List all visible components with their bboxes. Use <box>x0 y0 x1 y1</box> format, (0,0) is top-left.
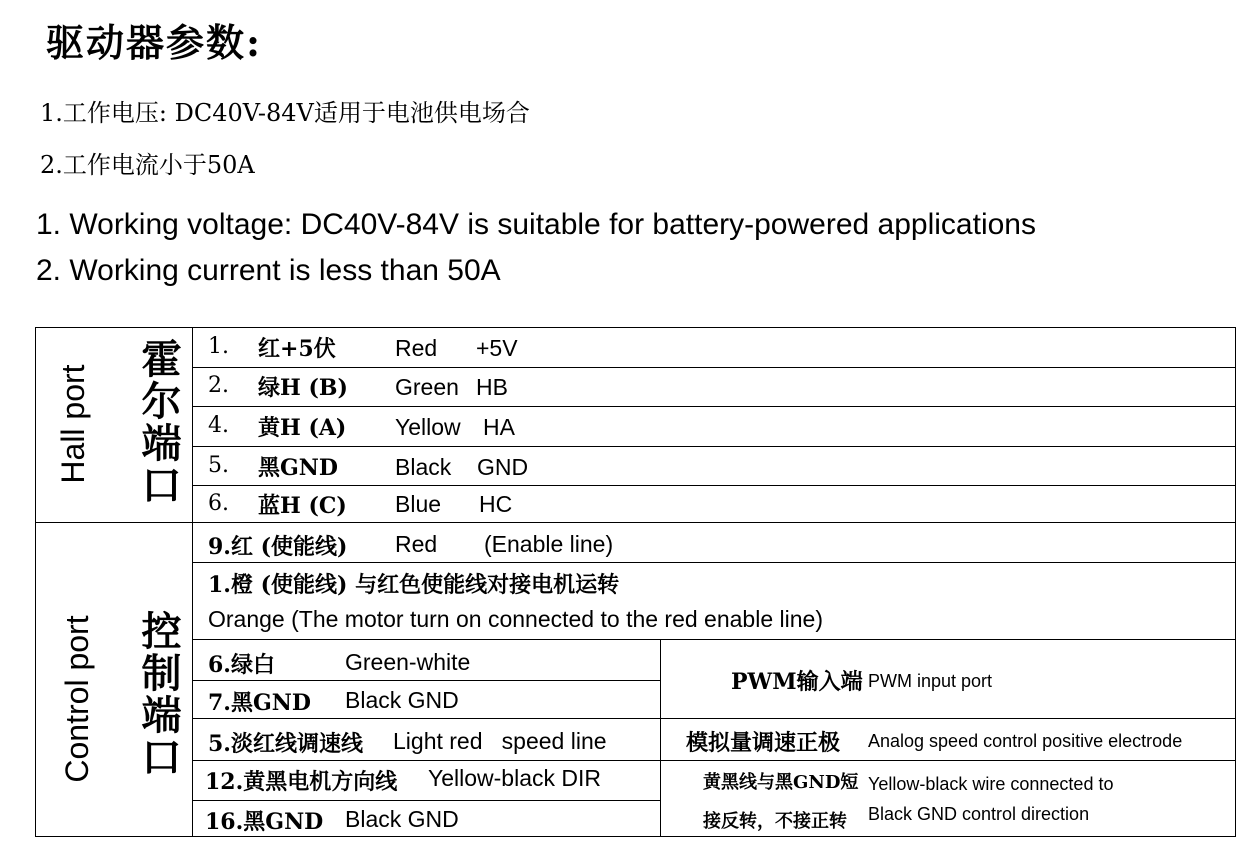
column-divider <box>660 639 661 837</box>
control-row-en: Light red speed line <box>393 728 607 754</box>
hall-row-signal: +5V <box>476 335 518 361</box>
hall-row-cn: 绿H (B) <box>258 375 348 401</box>
control-row-en: Black GND <box>345 806 459 832</box>
control-port-label-cn: 控制端口 <box>135 610 182 778</box>
table-border-top <box>35 327 1236 328</box>
hall-row-num: 5. <box>208 453 229 478</box>
hall-row-cn: 蓝H (C) <box>258 493 347 519</box>
hall-row-signal: HB <box>476 374 508 400</box>
row-divider <box>192 718 1236 719</box>
direction-cn-line2: 接反转，不接正转 <box>703 811 847 832</box>
hall-row-num: 2. <box>208 373 229 398</box>
hall-row-color: Yellow <box>395 414 461 440</box>
hall-row-num: 1. <box>208 334 229 359</box>
control-row-cn: 7.黑GND <box>208 690 311 716</box>
hall-row-num: 4. <box>208 413 229 438</box>
analog-speed-cn: 模拟量调速正极 <box>686 730 841 756</box>
row-divider <box>192 446 1236 447</box>
pwm-input-cn: PWM输入端 <box>731 669 863 695</box>
row-divider <box>192 406 1236 407</box>
en-spec-current: 2. Working current is less than 50A <box>36 254 501 287</box>
row-divider <box>192 680 660 681</box>
row-divider <box>192 800 660 801</box>
direction-en-line2: Black GND control direction <box>868 804 1090 824</box>
enable-line-desc: (Enable line) <box>484 531 614 557</box>
control-row-cn: 5.淡红线调速线 <box>208 731 363 757</box>
pwm-input-en: PWM input port <box>868 671 993 691</box>
cn-spec-current: 2.工作电流小于50A <box>40 151 255 179</box>
page-title: 驱动器参数: <box>46 20 263 65</box>
hall-row-color: Red <box>395 335 438 361</box>
cn-spec-voltage: 1.工作电压: DC40V-84V适用于电池供电场合 <box>40 99 530 127</box>
row-divider <box>192 485 1236 486</box>
control-row-en: Green-white <box>345 649 471 675</box>
row-divider <box>192 562 1236 563</box>
hall-row-cn: 黄H (A) <box>258 415 347 441</box>
hall-row-signal: HC <box>479 491 513 517</box>
control-row-cn: 16.黑GND <box>205 809 324 835</box>
hall-port-label-en: Hall port <box>55 364 91 484</box>
hall-row-signal: GND <box>477 454 529 480</box>
control-row-en: Yellow-black DIR <box>428 765 601 791</box>
control-port-label-en: Control port <box>59 615 95 783</box>
direction-en-line1: Yellow-black wire connected to <box>868 774 1114 794</box>
hall-row-color: Blue <box>395 491 442 517</box>
control-row-cn: 12.黄黑电机方向线 <box>205 769 398 795</box>
orange-line-en: Orange (The motor turn on connected to the red enable line) <box>208 606 823 632</box>
row-divider <box>192 760 1236 761</box>
hall-row-cn: 黑GND <box>258 455 338 481</box>
row-divider <box>192 367 1236 368</box>
direction-cn-line1: 黄黑线与黑GND短 <box>703 772 859 793</box>
table-border-left <box>35 327 36 837</box>
section-divider <box>35 522 1236 523</box>
hall-row-signal: HA <box>483 414 515 440</box>
control-row-en: Black GND <box>345 687 459 713</box>
hall-row-color: Black <box>395 454 452 480</box>
hall-row-num: 6. <box>208 491 229 516</box>
hall-port-label-cn: 霍尔端口 <box>135 338 182 506</box>
hall-row-cn: 红+5伏 <box>258 336 336 362</box>
hall-row-color: Green <box>395 374 459 400</box>
enable-line-cn: 9.红 (使能线) <box>208 534 348 560</box>
control-row-cn: 6.绿白 <box>208 652 275 678</box>
orange-line-cn: 1.橙 (使能线) 与红色使能线对接电机运转 <box>208 572 620 598</box>
analog-speed-en: Analog speed control positive electrode <box>868 731 1183 751</box>
en-spec-voltage: 1. Working voltage: DC40V-84V is suitable for battery-powered applications <box>36 208 1036 241</box>
table-border-bottom <box>35 836 1236 837</box>
row-divider <box>192 639 1236 640</box>
enable-line-color: Red <box>395 531 438 557</box>
